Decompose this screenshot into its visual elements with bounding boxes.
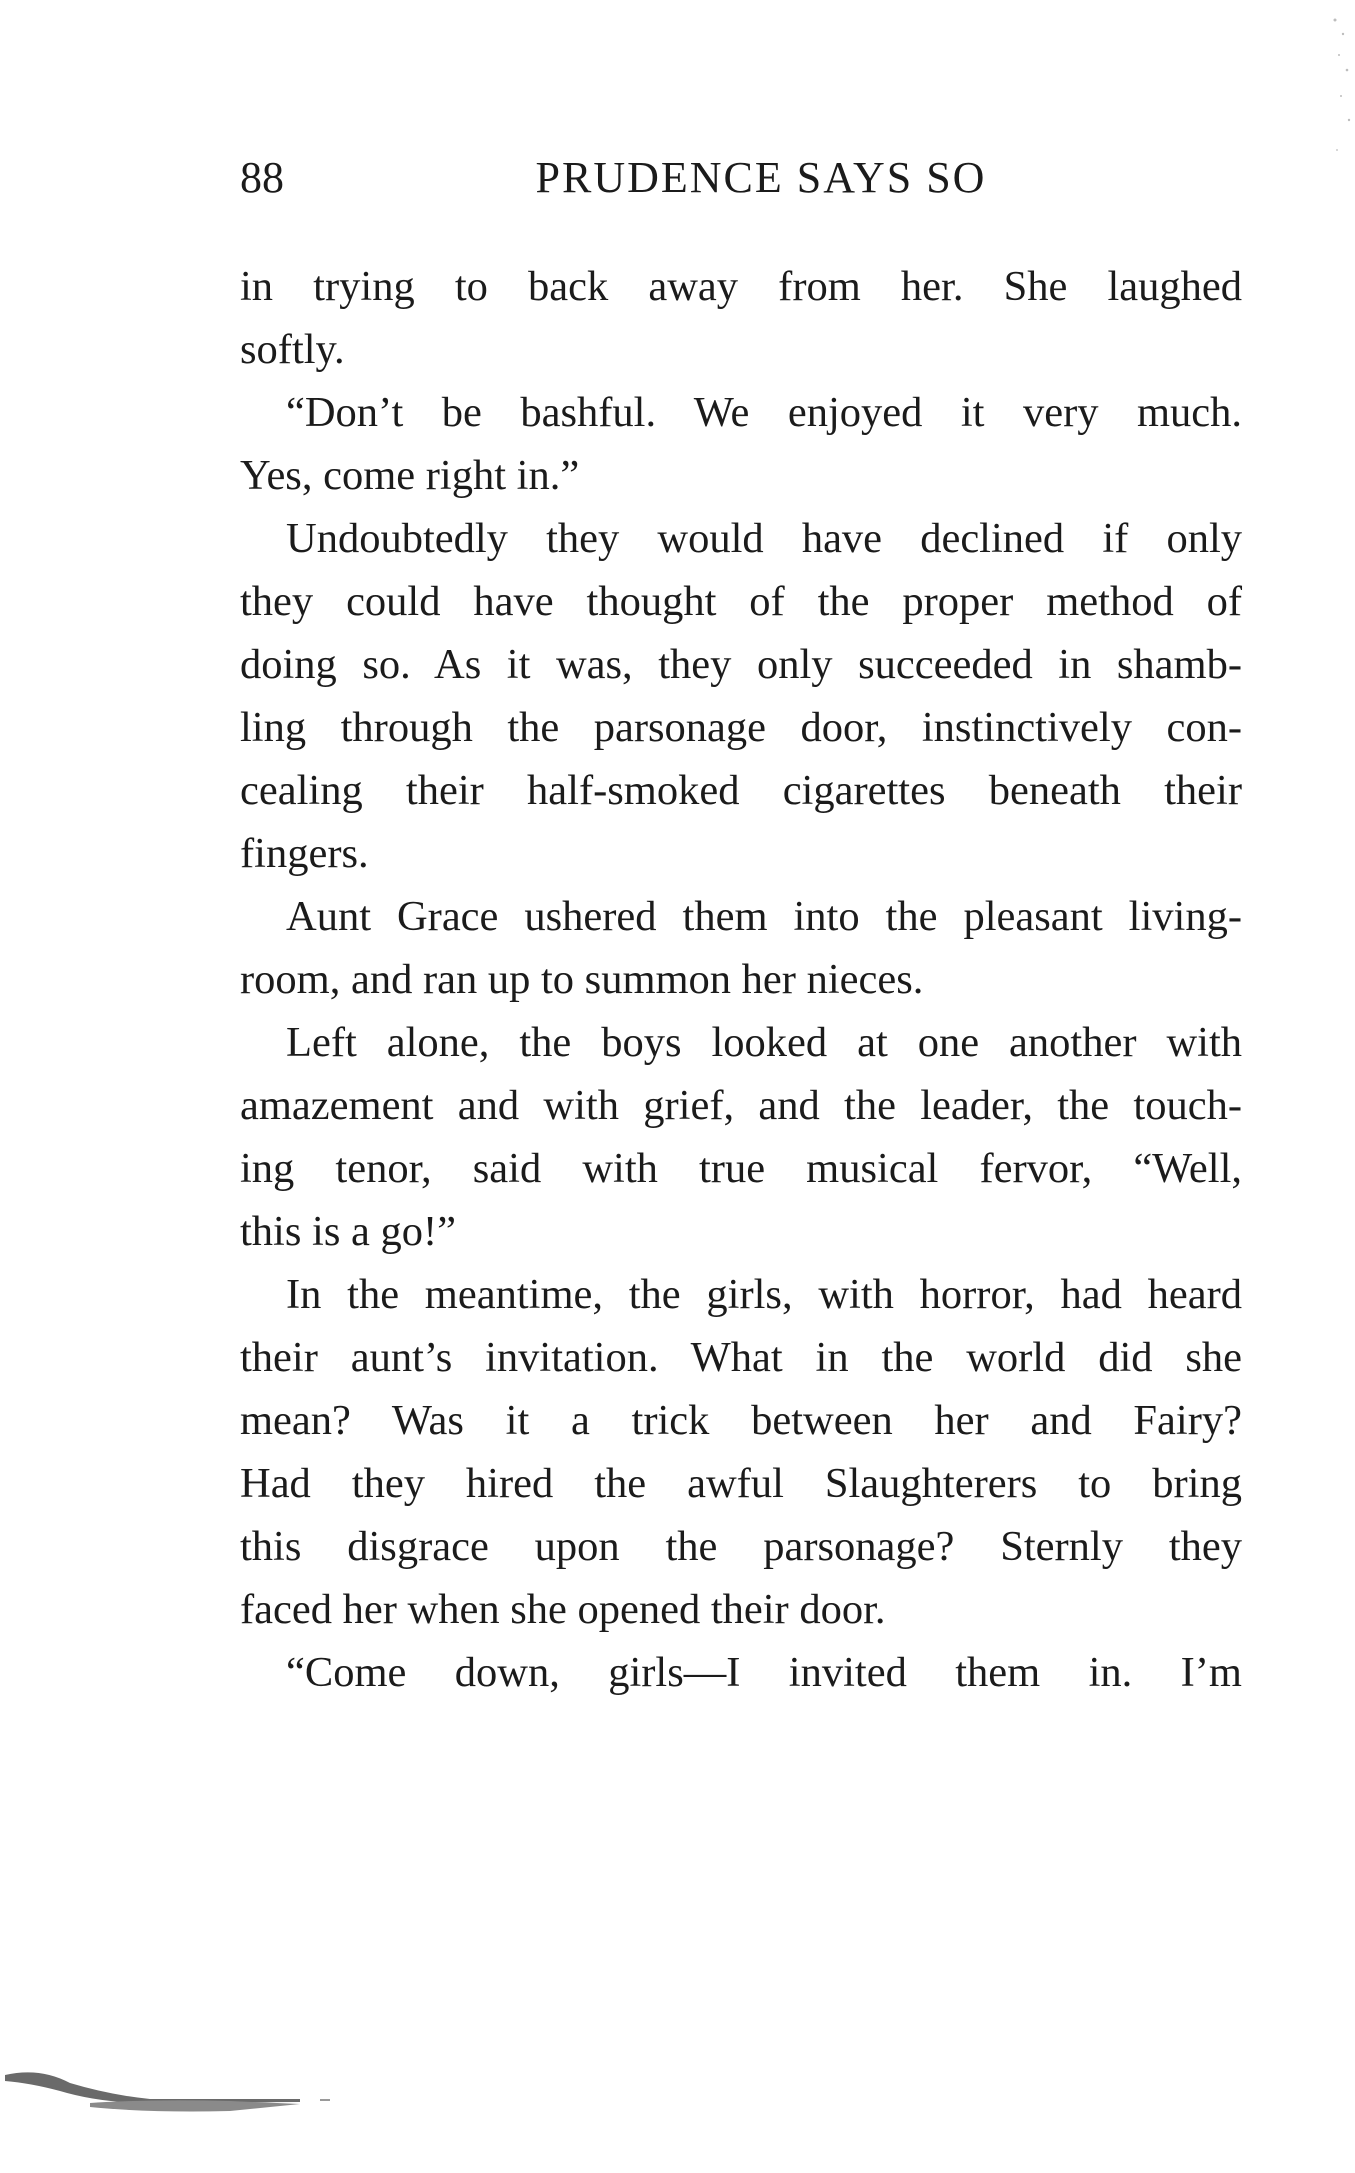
text-line: this disgrace upon the parsonage? Sternly they <box>240 1523 1242 1570</box>
text-line: amazement and with grief, and the leader, the touch- <box>240 1082 1242 1129</box>
page-header <box>240 148 1242 208</box>
text-line: cealing their half-smoked cigarettes beneath their <box>240 767 1242 814</box>
text-line: room, and ran up to summon her nieces. <box>240 956 924 1003</box>
text-line: in trying to back away from her. She laughed <box>240 263 1242 310</box>
text-line: fingers. <box>240 830 369 877</box>
text-line: Undoubtedly they would have declined if only <box>286 515 1242 562</box>
body-text <box>240 255 1242 1704</box>
text-line: softly. <box>240 326 345 373</box>
running-title: PRUDENCE SAYS SO <box>535 153 987 202</box>
scan-smudge <box>0 2055 330 2115</box>
text-line: In the meantime, the girls, with horror, had heard <box>286 1271 1242 1318</box>
text-line: doing so. As it was, they only succeeded in shamb- <box>240 641 1242 688</box>
text-line: Had they hired the awful Slaughterers to bring <box>240 1460 1242 1507</box>
page-number: 88 <box>240 153 284 202</box>
text-line: ing tenor, said with true musical fervor, “Well, <box>240 1145 1242 1192</box>
text-line: mean? Was it a trick between her and Fairy? <box>240 1397 1242 1444</box>
text-line: their aunt’s invitation. What in the world did she <box>240 1334 1242 1381</box>
text-line: Aunt Grace ushered them into the pleasant living- <box>286 893 1242 940</box>
text-line: faced her when she opened their door. <box>240 1586 886 1633</box>
text-line: this is a go!” <box>240 1208 457 1255</box>
text-line: “Don’t be bashful. We enjoyed it very much. <box>286 389 1242 436</box>
scan-edge-noise <box>1295 0 1355 180</box>
text-line: Left alone, the boys looked at one another with <box>286 1019 1242 1066</box>
text-line: “Come down, girls—I invited them in. I’m <box>286 1649 1242 1696</box>
text-line: they could have thought of the proper method of <box>240 578 1242 625</box>
text-line: ling through the parsonage door, instinctively con- <box>240 704 1242 751</box>
text-line: Yes, come right in.” <box>240 452 580 499</box>
